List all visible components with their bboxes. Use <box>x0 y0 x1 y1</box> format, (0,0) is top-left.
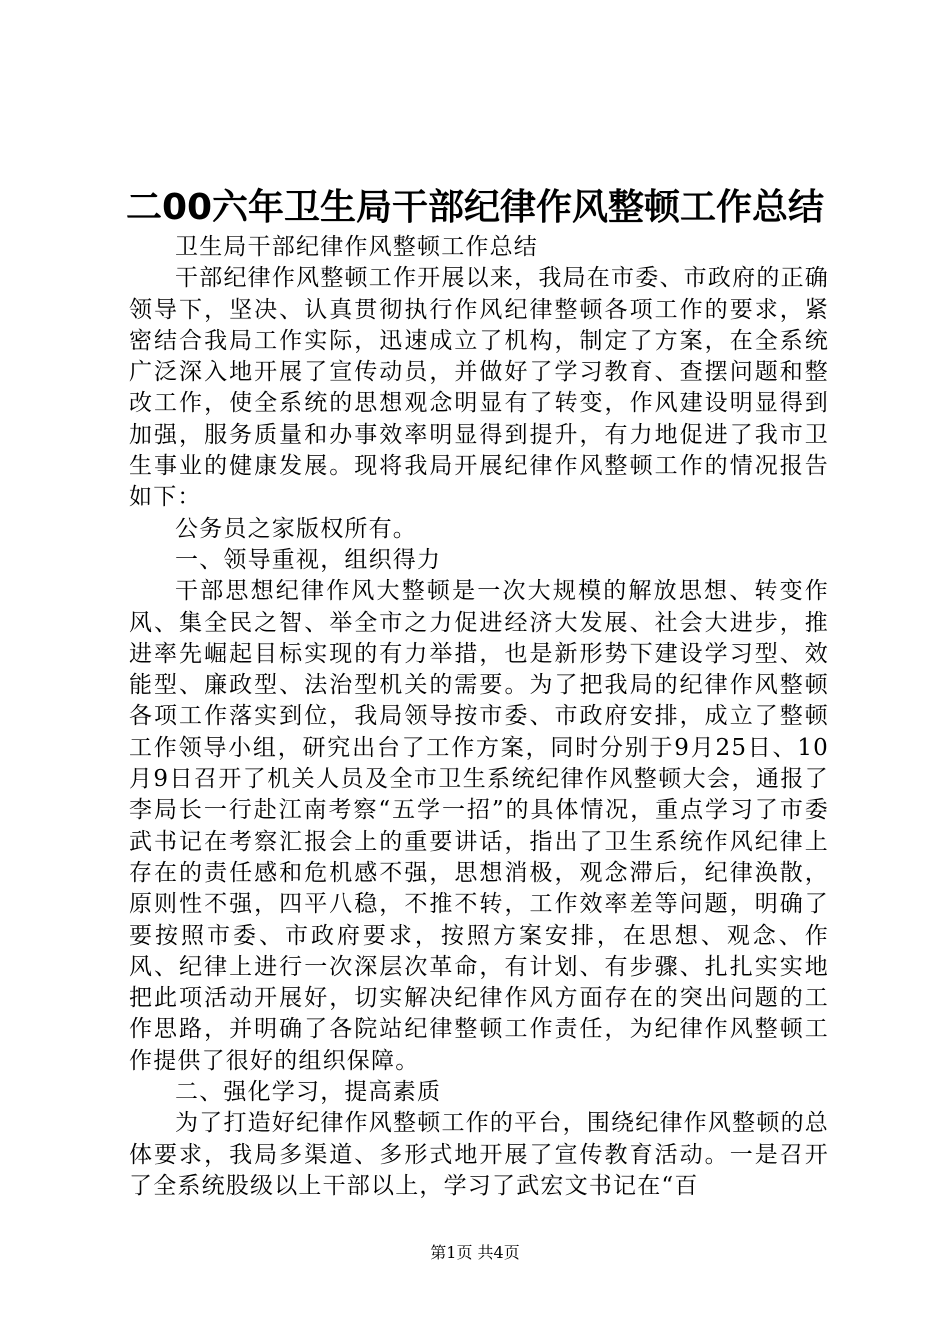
paragraph-intro: 干部纪律作风整顿工作开展以来，我局在市委、市政府的正确领导下，坚决、认真贯彻执行作风纪律整顿各项工作的要求，紧密结合我局工作实际，迅速成立了机构，制定了方案，在全系统广泛深入地开展了宣传动员，并做好了学习教育、查摆问题和整改工作，使全系统的思想观念明显有了转变，作风建设明显得到加强，服务质量和办事效率明显得到提升，有力地促进了我市卫生事业的健康发展。现将我局开展纪律作风整顿工作的情况报告如下： <box>129 265 829 511</box>
document-body <box>129 232 829 1202</box>
paragraph-copyright: 公务员之家版权所有。 <box>175 515 417 542</box>
paragraph-subtitle: 卫生局干部纪律作风整顿工作总结 <box>175 234 538 260</box>
section-heading-1: 一、领导重视，组织得力 <box>175 546 442 573</box>
section-heading-2: 二、强化学习，提高素质 <box>175 1079 442 1106</box>
document-title: 二00六年卫生局干部纪律作风整顿工作总结 <box>125 187 825 228</box>
page-number-footer: 第1页 共4页 <box>430 1243 520 1262</box>
paragraph-section-2: 为了打造好纪律作风整顿工作的平台，围绕纪律作风整顿的总体要求，我局多渠道、多形式地开展了宣传教育活动。一是召开了全系统股级以上干部以上，学习了武宏文书记在“百 <box>129 1110 829 1199</box>
paragraph-section-1: 干部思想纪律作风大整顿是一次大规模的解放思想、转变作风、集全民之智、举全市之力促进经济大发展、社会大进步，推进率先崛起目标实现的有力举措，也是新形势下建设学习型、效能型、廉政型、法治型机关的需要。为了把我局的纪律作风整顿各项工作落实到位，我局领导按市委、市政府安排，成立了整顿工作领导小组，研究出台了工作方案，同时分别于9月25日、10月9日召开了机关人员及全市卫生系统纪律作风整顿大会，通报了李局长一行赴江南考察“五学一招”的具体情况，重点学习了市委武书记在考察汇报会上的重要讲话，指出了卫生系统作风纪律上存在的责任感和危机感不强，思想消极，观念滞后，纪律涣散，原则性不强，四平八稳，不推不转，工作效率差等问题，明确了要按照市委、市政府要求，按照方案安排，在思想、观念、作风、纪律上进行一次深层次革命，有计划、有步骤、扎扎实实地把此项活动开展好，切实解决纪律作风方面存在的突出问题的工作思路，并明确了各院站纪律整顿工作责任，为纪律作风整顿工作提供了很好的组织保障。 <box>129 578 829 1074</box>
